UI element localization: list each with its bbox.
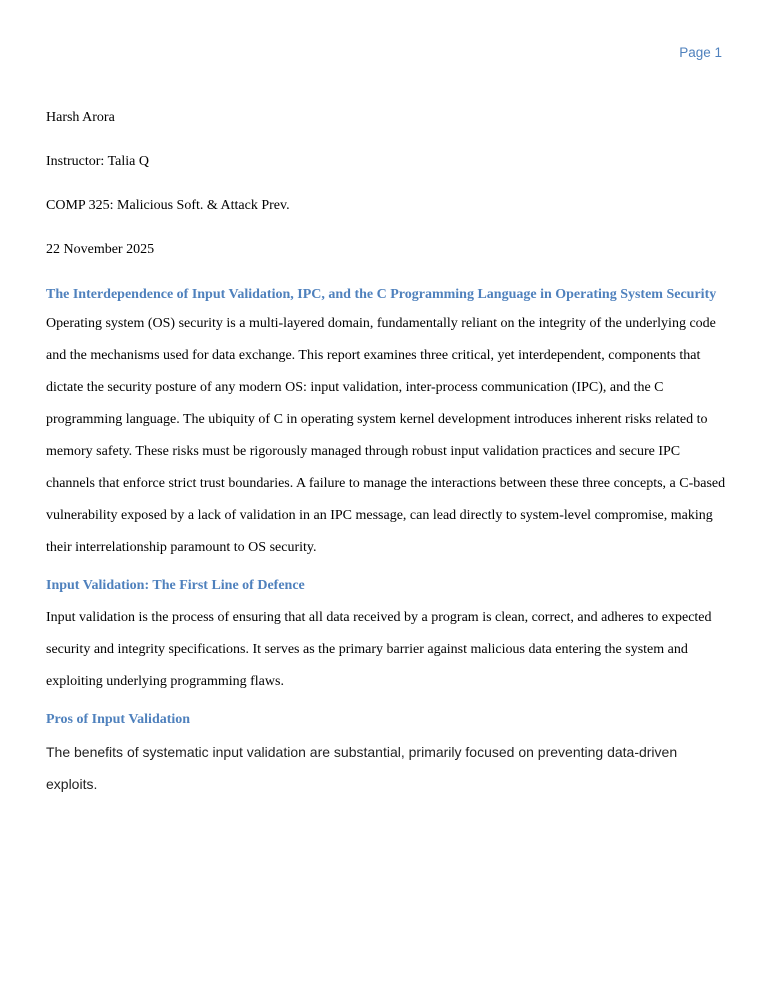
section-heading-pros: Pros of Input Validation <box>46 712 191 727</box>
document-title: The Interdependence of Input Validation, IPC, and the C Programming Language in Operating System Security <box>46 287 717 302</box>
pros-paragraph: The benefits of systematic input validation are substantial, primarily focused on preventing data-driven exploits. <box>46 744 678 792</box>
document-body <box>46 108 726 800</box>
instructor-name: Instructor: Talia Q <box>46 154 149 169</box>
section-heading-input-validation: Input Validation: The First Line of Defence <box>46 578 305 593</box>
document-date: 22 November 2025 <box>46 242 155 257</box>
course-name: COMP 325: Malicious Soft. & Attack Prev. <box>46 198 290 213</box>
page-number: Page 1 <box>679 45 722 60</box>
author-name: Harsh Arora <box>46 110 115 125</box>
input-validation-paragraph: Input validation is the process of ensuring that all data received by a program is clean, correct, and adheres to expected security and integrity specifications. It serves as the primary barrier against malicious data entering the system and exploiting underlying programming flaws. <box>46 610 712 689</box>
intro-paragraph: Operating system (OS) security is a multi-layered domain, fundamentally reliant on the integrity of the underlying code and the mechanisms used for data exchange. This report examines three critical, yet interdependent, components that dictate the security posture of any modern OS: input validation, inter-process communication (IPC), and the C programming language. The ubiquity of C in operating system kernel development introduces inherent risks related to memory safety. These risks must be rigorously managed through robust input validation practices and secure IPC channels that enforce strict trust boundaries. A failure to manage the interactions between these three concepts, a C-based vulnerability exposed by a lack of validation in an IPC message, can lead directly to system-level compromise, making their interrelationship paramount to OS security. <box>46 316 726 555</box>
